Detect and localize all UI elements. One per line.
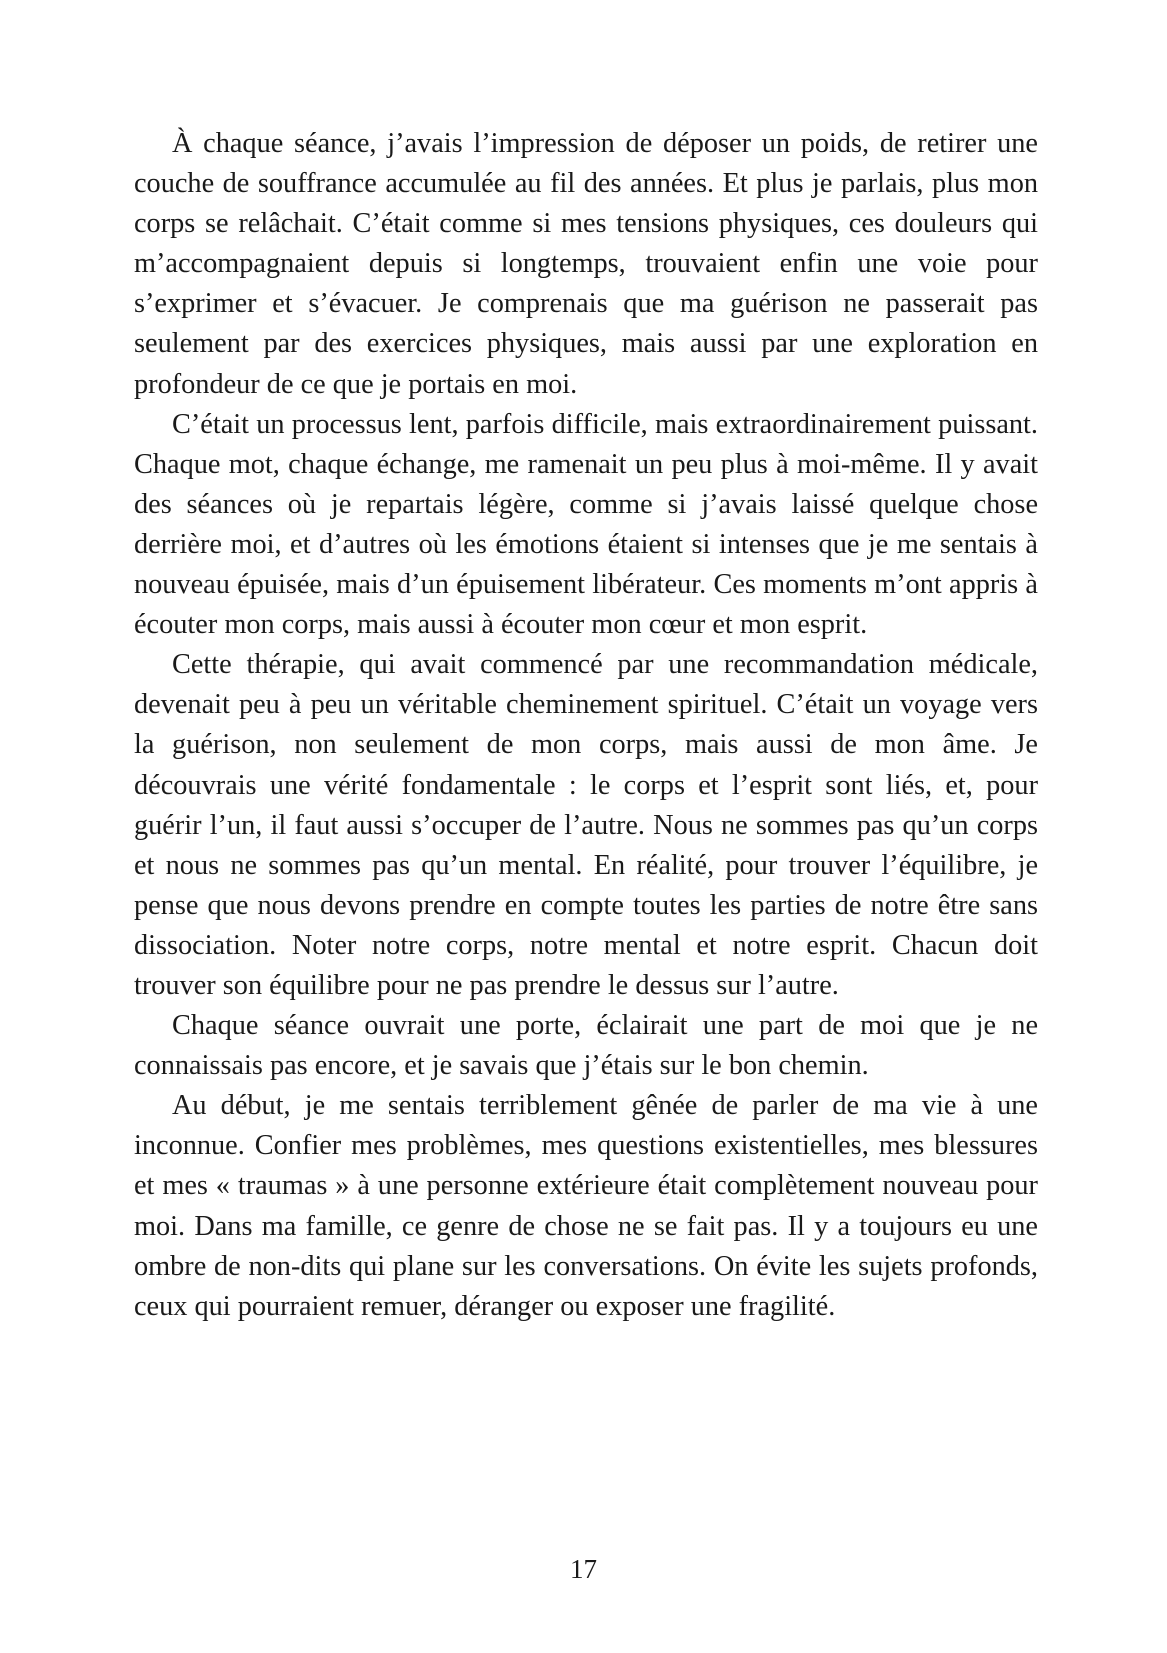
paragraph-4: Chaque séance ouvrait une porte, éclairait une part de moi que je ne connaissais pas encore, et je savais que j’étais sur le bon chemin. bbox=[134, 1010, 1038, 1082]
paragraph-1: À chaque séance, j’avais l’impression de déposer un poids, de retirer une couche de souffrance accumulée au fil des années. Et plus je parlais, plus mon corps se relâchait. C’était comme si mes tensions physiques, ces douleurs qui m’accompagnaient depuis si longtemps, trouvaient enfin une voie pour s’exprimer et s’évacuer. Je comprenais que ma guérison ne passerait pas seulement par des exercices physiques, mais aussi par une exploration en profondeur de ce que je portais en moi. bbox=[134, 128, 1038, 400]
body-text bbox=[134, 124, 1038, 1327]
paragraph-5: Au début, je me sentais terriblement gênée de parler de ma vie à une inconnue. Confier mes problèmes, mes questions existentielles, mes blessures et mes « traumas » à une personne extérieure était complètement nouveau pour moi. Dans ma famille, ce genre de chose ne se fait pas. Il y a toujours eu une ombre de non-dits qui plane sur les conversations. On évite les sujets profonds, ceux qui pourraient remuer, déranger ou exposer une fragilité. bbox=[134, 1090, 1038, 1322]
paragraph-2: C’était un processus lent, parfois difficile, mais extraordinairement puissant. Chaque mot, chaque échange, me ramenait un peu plus à moi-même. Il y avait des séances où je repartais légère, comme si j’avais laissé quelque chose derrière moi, et d’autres où les émotions étaient si intenses que je me sentais à nouveau épuisée, mais d’un épuisement libérateur. Ces moments m’ont appris à écouter mon corps, mais aussi à écouter mon cœur et mon esprit. bbox=[134, 408, 1038, 641]
page-number: 17 bbox=[570, 1554, 597, 1584]
paragraph-3: Cette thérapie, qui avait commencé par une recommandation médicale, devenait peu à peu un véritable cheminement spirituel. C’était un voyage vers la guérison, non seulement de mon corps, mais aussi de mon âme. Je découvrais une vérité fondamentale : le corps et l’esprit sont liés, et, pour guérir l’un, il faut aussi s’occuper de l’autre. Nous ne sommes pas qu’un corps et nous ne sommes pas qu’un mental. En réalité, pour trouver l’équilibre, je pense que nous devons prendre en compte toutes les parties de notre être sans dissociation. Noter notre corps, notre mental et notre esprit. Chacun doit trouver son équilibre pour ne pas prendre le dessus sur l’autre. bbox=[134, 649, 1038, 1001]
